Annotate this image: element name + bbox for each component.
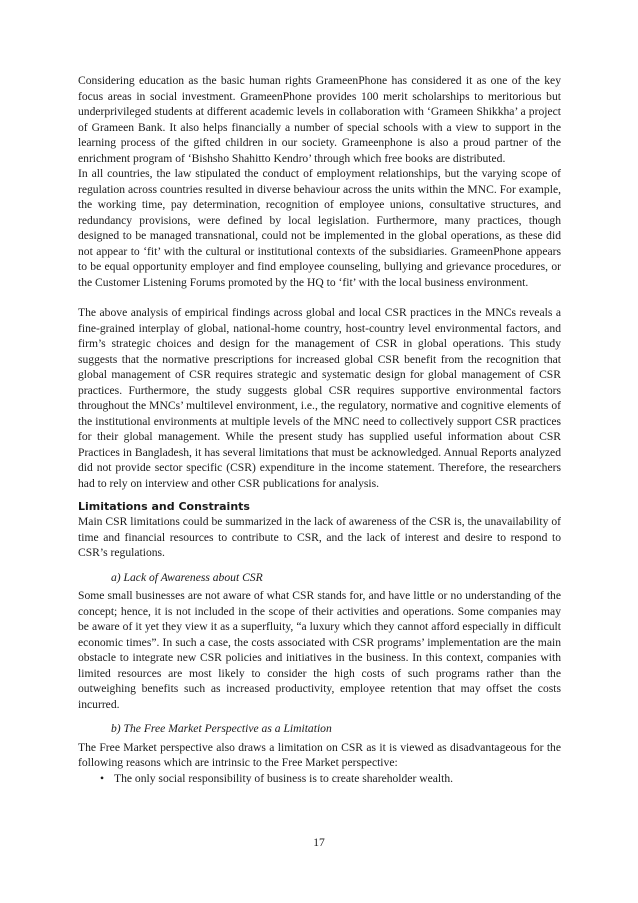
bullet-list	[78, 771, 561, 787]
paragraph-education: Considering education as the basic human rights GrameenPhone has considered it as one of the key focus areas in social investment. GrameenPhone provides 100 merit scholarships to meritorious but underprivileged students at different academic levels in collaboration with ‘Grameen Shikkha’ a project of Grameen Bank. It also helps financially a number of special schools with a view to support in the learning process of the gifted children in our society. Grameenphone is also a proud partner of the enrichment program of ‘Bishsho Shahitto Kendro’ through which free books are distributed.	[78, 74, 561, 165]
section-heading-limitations: Limitations and Constraints	[78, 500, 250, 513]
paragraph-employment-law: In all countries, the law stipulated the conduct of employment relationships, but the varying scope of regulation across countries resulted in diverse behaviour across the units within the MNC. For example, the working time, pay determination, recognition of employee unions, consultative structures, and redundancy provisions, were defined by local legislation. Furthermore, many practices, though designed to be managed transnational, could not be implemented in the global operations, as these did not appear to ‘fit’ with the cultural or institutional contexts of the subsidiaries. GrameenPhone appears to be equal opportunity employer and find employee counseling, bullying and grievance procedures, or the Customer Listening Forums promoted by the HQ to ‘fit’ with the local business environment.	[78, 167, 561, 289]
paragraph-limitations-intro: Main CSR limitations could be summarized in the lack of awareness of the CSR is, the unavailability of time and financial resources to contribute to CSR, and the lack of interest and desire to respond to CSR’s regulations.	[78, 515, 561, 559]
paragraph-free-market: The Free Market perspective also draws a limitation on CSR as it is viewed as disadvantageous for the following reasons which are intrinsic to the Free Market perspective:	[78, 740, 561, 769]
paragraph-analysis: The above analysis of empirical findings across global and local CSR practices in the MNCs reveals a fine-grained interplay of global, national-home country, host-country level environmental factors, and firm’s strategic choices and design for the management of CSR in global operations. This study suggests that the normative prescriptions for increased global CSR benefit from the recognition that global management of CSR requires strategic and systematic design for global management of CSR practices. Furthermore, the study suggests global CSR requires supportive environmental factors throughout the MNCs’ multilevel environment, i.e., the regulatory, normative and cognitive elements of the institutional environments at multiple levels of the MNC need to collectively support CSR practices for their global management. While the present study has supplied useful information about CSR Practices in Bangladesh, it has several limitations that must be acknowledged. Annual Reports analyzed did not provide sector specific (CSR) expenditure in the income statement. Therefore, the researchers had to rely on interview and other CSR publications for analysis.	[78, 306, 561, 490]
subheading-free-market: b) The Free Market Perspective as a Limitation	[111, 722, 332, 735]
subheading-lack-of-awareness: a) Lack of Awareness about CSR	[111, 570, 263, 584]
paragraph-lack-of-awareness: Some small businesses are not aware of what CSR stands for, and have little or no understanding of the concept; hence, it is not included in the scope of their activities and operations. Some companies may be aware of it yet they view it as a superfluity, “a luxury which they cannot afford especially in difficult economic times”. In such a case, the costs associated with CSR programs’ implementation are the main obstacle to integrate new CSR policies and initiatives in the business. In this context, companies with limited resources are most likely to consider the high costs of such programs rather than the outweighing benefits such as increased productivity, employee retention that may offset the costs incurred.	[78, 589, 561, 711]
page-number: 17	[313, 836, 325, 849]
page-content	[78, 73, 561, 786]
bullet-item: • The only social responsibility of business is to create shareholder wealth.	[78, 771, 561, 787]
